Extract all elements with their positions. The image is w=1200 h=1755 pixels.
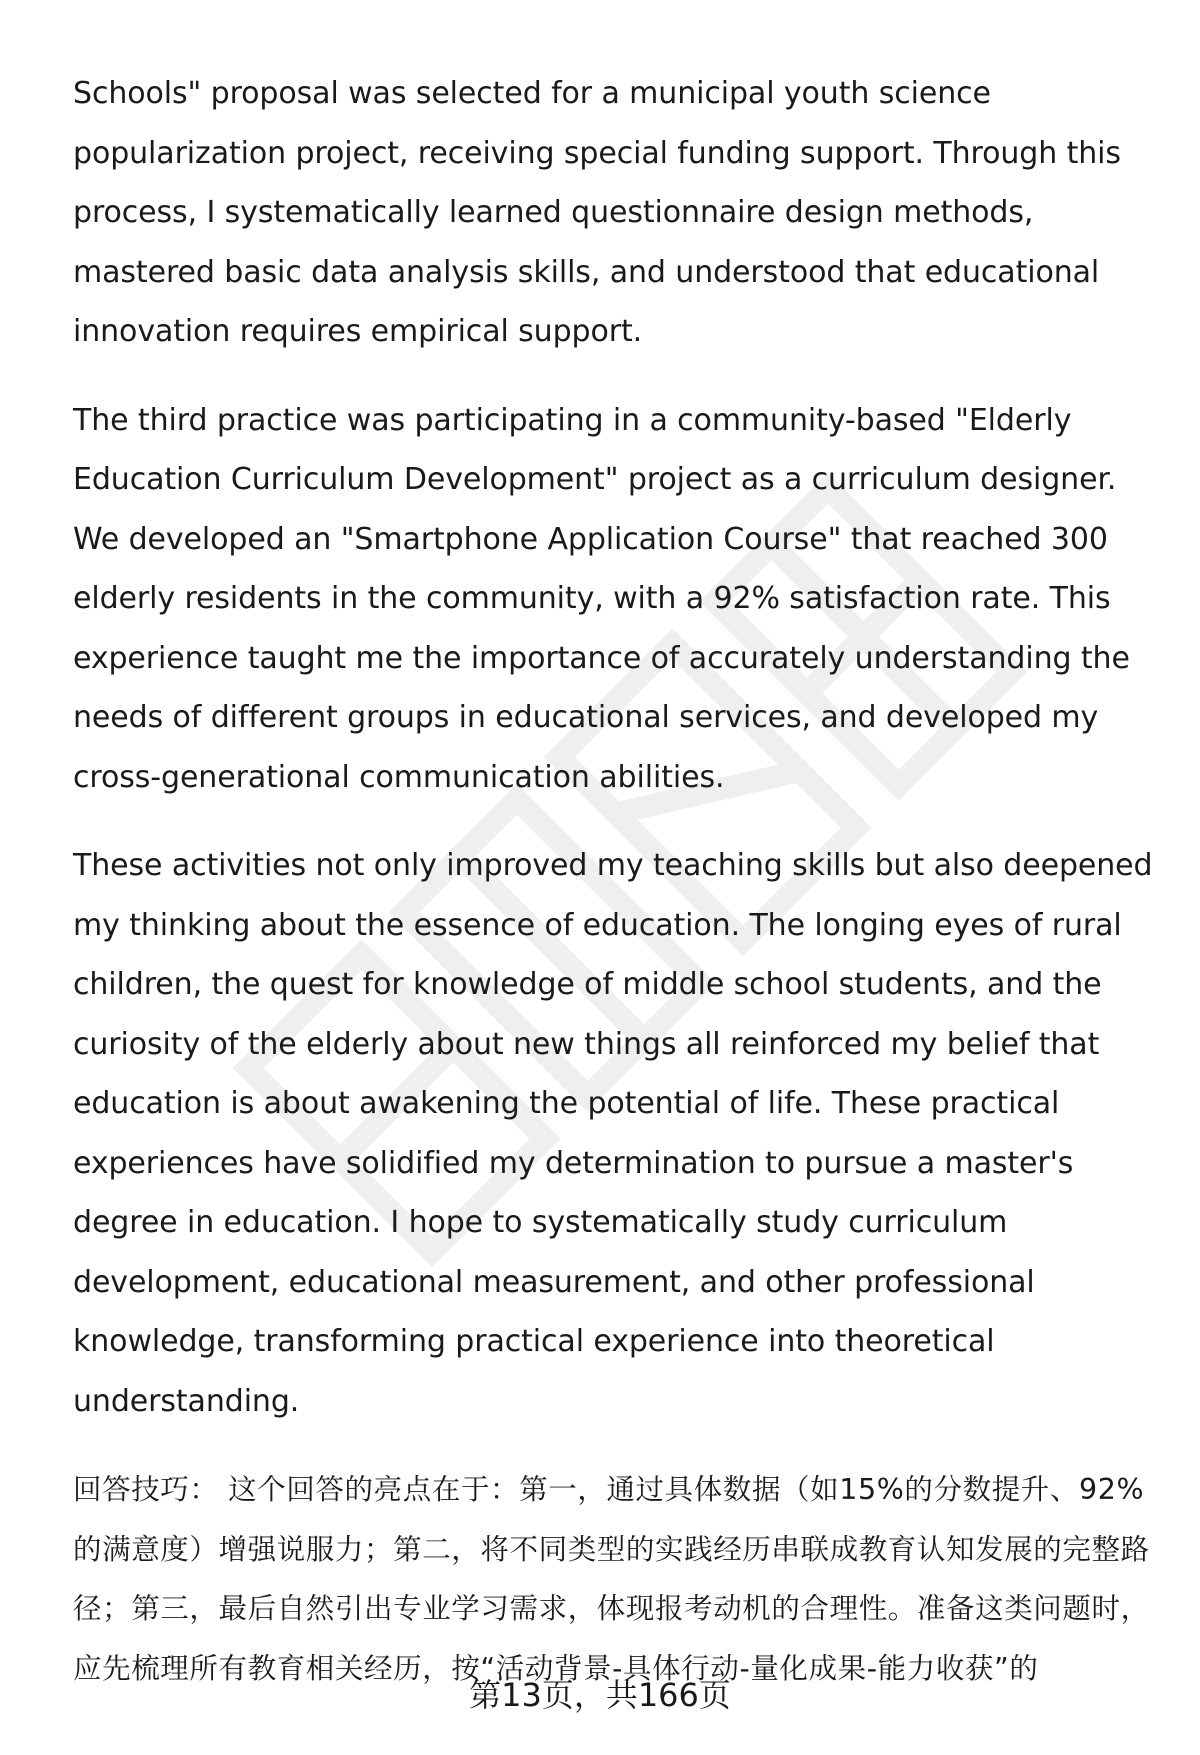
answer-tip-paragraph: 回答技巧： 这个回答的亮点在于：第一，通过具体数据（如15%的分数提升、92%的满意度）增强说服力；第二，将不同类型的实践经历串联成教育认知发展的完整路径；第三，最后自然引出专业学习需求，体现报考动机的合理性。准备这类问题时，应先梳理所有教育相关经历，按“活动背景-具体行动-量化成果-能力收获”的: [73, 1473, 1150, 1685]
page-number-footer: 第13页，共166页: [469, 1676, 731, 1714]
document-body: [73, 64, 1153, 1727]
paragraph: Schools" proposal was selected for a municipal youth science popularization project, receiving special funding support. Through this process, I systematically learned questionnaire design methods, mastered basic data analysis skills, and understood that educational innovation requires empirical support.: [73, 76, 1121, 349]
paragraph: These activities not only improved my teaching skills but also deepened my thinking about the essence of education. The longing eyes of rural children, the quest for knowledge of middle school students, and the curiosity of the elderly about new things all reinforced my belief that education is about awakening the potential of life. These practical experiences have solidified my determination to pursue a master's degree in education. I hope to systematically study curriculum development, educational measurement, and other professional knowledge, transforming practical experience into theoretical understanding.: [73, 848, 1153, 1419]
paragraph: The third practice was participating in a community-based "Elderly Education Curriculum Development" project as a curriculum designer. We developed an "Smartphone Application Course" that reached 300 elderly residents in the community, with a 92% satisfaction rate. This experience taught me the importance of accurately understanding the needs of different groups in educational services, and developed my cross-generational communication abilities.: [73, 402, 1130, 795]
